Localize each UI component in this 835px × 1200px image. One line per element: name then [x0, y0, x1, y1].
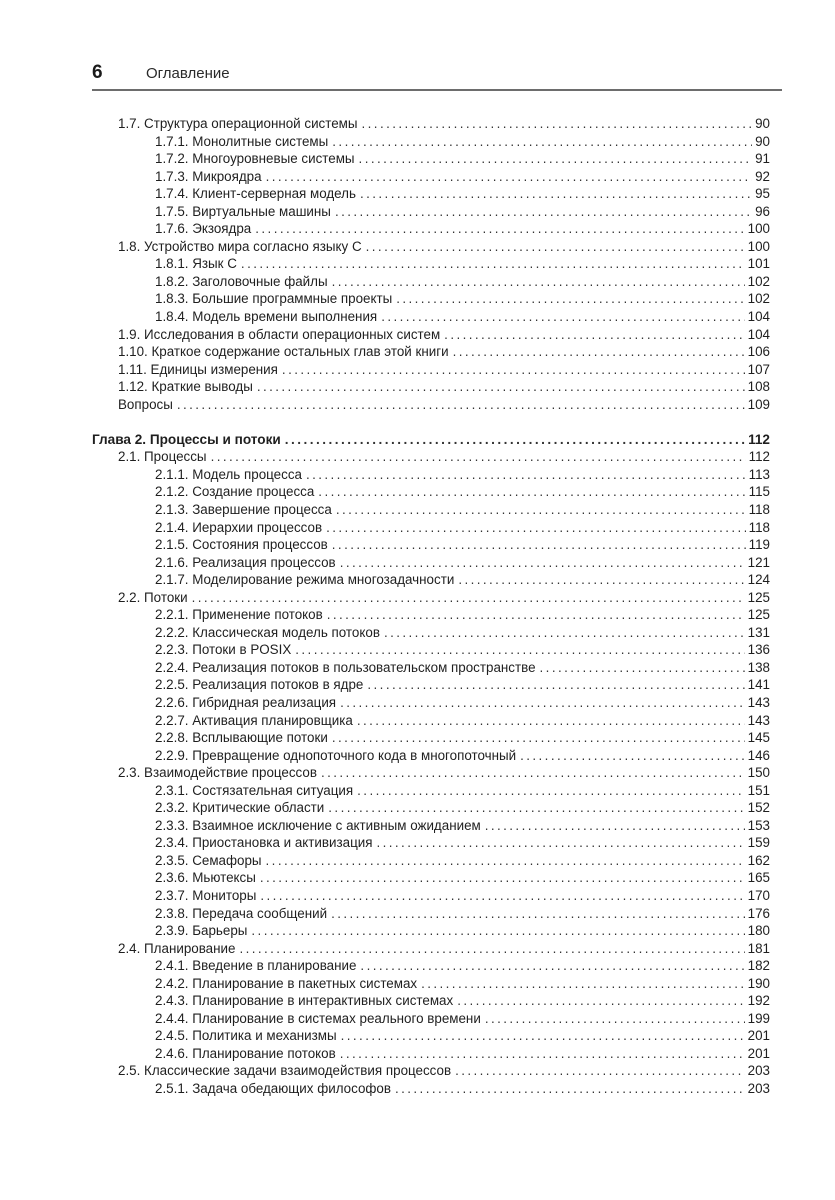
toc-subsection-entry[interactable] [118, 817, 770, 835]
toc-entry-page: 96 [755, 203, 770, 219]
toc-entry-page: 92 [755, 168, 770, 184]
toc-entry-page: 153 [747, 817, 770, 833]
toc-subsection-entry[interactable] [118, 887, 770, 905]
toc-section-entry[interactable] [118, 115, 770, 133]
leader-dots [453, 343, 745, 361]
leader-dots [455, 1062, 745, 1080]
toc-entry-title: 1.7. Структура операционной системы [118, 116, 358, 131]
toc-entry-page: 125 [747, 607, 770, 623]
toc-subsection-entry[interactable] [118, 834, 770, 852]
toc-block-chapter2 [118, 448, 770, 1097]
leader-dots [366, 238, 745, 256]
toc-entry-title: 2.1.5. Состояния процессов [155, 537, 328, 553]
toc-entry-page: 118 [748, 501, 770, 517]
toc-entry-title: 2.5. Классические задачи взаимодействия процессов [118, 1063, 452, 1079]
leader-dots [332, 729, 745, 747]
toc-entry-title: 2.1.3. Завершение процесса [155, 501, 332, 517]
leader-dots [241, 255, 745, 273]
leader-dots [457, 992, 744, 1010]
leader-dots [381, 308, 744, 326]
leader-dots [285, 431, 745, 449]
toc-section-entry[interactable] [118, 1062, 770, 1080]
toc-subsection-entry[interactable] [118, 852, 770, 870]
leader-dots [332, 133, 752, 151]
toc-entry-page: 118 [748, 519, 770, 535]
leader-dots [340, 694, 745, 712]
leader-dots [357, 712, 745, 730]
leader-dots [485, 817, 745, 835]
toc-entry-page: 165 [747, 870, 770, 886]
toc-entry-page: 104 [747, 309, 770, 325]
leader-dots [444, 326, 744, 344]
toc-entry-page: 109 [747, 396, 770, 412]
toc-subsection-entry[interactable] [118, 203, 770, 221]
toc-entry-title: 1.8.4. Модель времени выполнения [155, 309, 378, 325]
toc-section-entry[interactable] [118, 940, 770, 958]
toc-subsection-entry[interactable] [118, 483, 770, 501]
toc-subsection-entry[interactable] [118, 290, 770, 308]
toc-subsection-entry[interactable] [118, 905, 770, 923]
leader-dots [327, 606, 745, 624]
toc-subsection-entry[interactable] [118, 799, 770, 817]
toc-entry-page: 199 [747, 1010, 770, 1026]
leader-dots [340, 554, 745, 572]
toc-entry-title: 2.1.7. Моделирование режима многозадачности [155, 572, 455, 588]
leader-dots [335, 203, 752, 221]
toc-entry-title: 1.7.6. Экзоядра [155, 221, 252, 237]
toc-entry-title: 2.2.3. Потоки в POSIX [155, 642, 292, 658]
toc-entry-page: 162 [747, 852, 770, 868]
toc-entry-page: 170 [747, 888, 770, 904]
toc-entry-title: 1.7.1. Монолитные системы [155, 133, 329, 149]
leader-dots [257, 378, 745, 396]
toc-subsection-entry[interactable] [118, 554, 770, 572]
leader-dots [395, 1080, 745, 1098]
toc-entry-page: 106 [747, 344, 770, 360]
toc-entry-page: 90 [755, 116, 770, 131]
leader-dots [266, 852, 745, 870]
toc-subsection-entry[interactable] [118, 466, 770, 484]
toc-chapter-heading[interactable] [92, 431, 770, 449]
toc-entry-title: 1.7.2. Многоуровневые системы [155, 151, 355, 167]
leader-dots [177, 396, 745, 414]
toc-entry-page: 152 [747, 800, 770, 816]
toc-entry-page: 180 [747, 923, 770, 939]
toc-entry-title: 2.2.7. Активация планировщика [155, 712, 353, 728]
toc-entry-page: 146 [747, 747, 770, 763]
leader-dots [485, 1010, 745, 1028]
toc-section-entry[interactable] [118, 448, 770, 466]
toc-entry-title: 1.7.5. Виртуальные машины [155, 203, 331, 219]
toc-section-entry[interactable] [118, 326, 770, 344]
toc-subsection-entry[interactable] [118, 659, 770, 677]
toc-entry-title: 2.1.4. Иерархии процессов [155, 519, 323, 535]
toc-subsection-entry[interactable] [118, 712, 770, 730]
leader-dots [295, 641, 744, 659]
toc-entry-page: 107 [747, 361, 770, 377]
leader-dots [326, 519, 746, 537]
toc-entry-page: 203 [747, 1063, 770, 1079]
toc-subsection-entry[interactable] [118, 606, 770, 624]
toc-entry-page: 121 [747, 554, 770, 570]
toc-entry-title: 1.8.3. Большие программные проекты [155, 291, 393, 307]
toc-entry-title: 2.3.6. Мьютексы [155, 870, 256, 886]
toc-subsection-entry[interactable] [118, 308, 770, 326]
toc-entry-page: 138 [747, 659, 770, 675]
toc-section-entry[interactable] [118, 396, 770, 414]
toc-entry-page: 131 [747, 624, 770, 640]
toc-entry-page: 100 [747, 238, 770, 254]
toc-entry-title: 1.8.2. Заголовочные файлы [155, 273, 328, 289]
toc-entry-title: 2.4.4. Планирование в системах реального времени [155, 1010, 481, 1026]
table-of-contents [92, 115, 770, 1098]
leader-dots [328, 799, 744, 817]
leader-dots [384, 624, 745, 642]
toc-subsection-entry[interactable] [118, 957, 770, 975]
toc-entry-page: 203 [747, 1081, 770, 1097]
toc-subsection-entry[interactable] [118, 168, 770, 186]
leader-dots [266, 168, 753, 186]
toc-entry-page: 181 [747, 940, 770, 956]
leader-dots [192, 589, 745, 607]
toc-entry-title: Глава 2. Процессы и потоки [92, 431, 281, 447]
toc-entry-title: 2.4.1. Введение в планирование [155, 958, 357, 974]
toc-entry-title: 2.4. Планирование [118, 940, 236, 956]
toc-subsection-entry[interactable] [118, 571, 770, 589]
toc-entry-title: Вопросы [118, 396, 173, 412]
leader-dots [362, 115, 753, 133]
toc-entry-title: 2.3. Взаимодействие процессов [118, 765, 317, 781]
toc-entry-title: 2.2.8. Всплывающие потоки [155, 730, 328, 746]
toc-entry-page: 100 [747, 221, 770, 237]
leader-dots [359, 150, 753, 168]
leader-dots [332, 273, 745, 291]
toc-entry-page: 101 [747, 256, 770, 272]
toc-subsection-entry[interactable] [118, 869, 770, 887]
toc-entry-title: 2.2.9. Превращение однопоточного кода в многопоточный [155, 747, 517, 763]
toc-entry-title: 2.3.8. Передача сообщений [155, 905, 328, 921]
leader-dots [318, 483, 745, 501]
leader-dots [211, 448, 746, 466]
toc-entry-title: 2.1.6. Реализация процессов [155, 554, 336, 570]
toc-entry-page: 182 [747, 958, 770, 974]
toc-entry-page: 115 [748, 484, 770, 500]
toc-entry-title: 1.11. Единицы измерения [118, 361, 278, 377]
toc-entry-page: 112 [748, 431, 770, 447]
toc-entry-title: 2.2. Потоки [118, 589, 188, 605]
toc-entry-title: 1.7.3. Микроядра [155, 168, 262, 184]
toc-entry-title: 2.4.6. Планирование потоков [155, 1045, 336, 1061]
toc-entry-title: 2.2.4. Реализация потоков в пользовательском пространстве [155, 659, 536, 675]
toc-entry-page: 102 [747, 273, 770, 289]
toc-subsection-entry[interactable] [118, 1080, 770, 1098]
toc-subsection-entry[interactable] [118, 185, 770, 203]
toc-subsection-entry[interactable] [118, 220, 770, 238]
leader-dots [255, 220, 744, 238]
toc-entry-title: 1.8.1. Язык C [155, 256, 237, 272]
toc-entry-page: 145 [747, 730, 770, 746]
toc-entry-title: 2.3.4. Приостановка и активизация [155, 835, 373, 851]
toc-subsection-entry[interactable] [118, 133, 770, 151]
leader-dots [321, 764, 745, 782]
leader-dots [458, 571, 744, 589]
leader-dots [367, 676, 744, 694]
leader-dots [360, 185, 752, 203]
leader-dots [341, 1027, 745, 1045]
toc-block-chapter1 [118, 115, 770, 413]
toc-entry-title: 2.2.5. Реализация потоков в ядре [155, 677, 364, 693]
toc-entry-title: 2.3.9. Барьеры [155, 923, 248, 939]
toc-subsection-entry[interactable] [118, 922, 770, 940]
toc-entry-page: 119 [748, 537, 770, 553]
toc-entry-title: 2.3.5. Семафоры [155, 852, 262, 868]
toc-entry-title: 2.5.1. Задача обедающих философов [155, 1081, 391, 1097]
leader-dots [520, 747, 745, 765]
toc-subsection-entry[interactable] [118, 255, 770, 273]
toc-section-entry[interactable] [118, 589, 770, 607]
toc-entry-page: 151 [747, 782, 770, 798]
toc-section-entry[interactable] [118, 238, 770, 256]
toc-entry-page: 192 [747, 993, 770, 1009]
toc-entry-title: 2.1. Процессы [118, 449, 207, 465]
toc-entry-title: 2.3.7. Мониторы [155, 888, 257, 904]
toc-subsection-entry[interactable] [118, 747, 770, 765]
leader-dots [331, 905, 745, 923]
toc-entry-title: 2.1.2. Создание процесса [155, 484, 315, 500]
leader-dots [282, 361, 745, 379]
toc-subsection-entry[interactable] [118, 1010, 770, 1028]
toc-subsection-entry[interactable] [118, 150, 770, 168]
toc-entry-title: 1.9. Исследования в области операционных систем [118, 326, 441, 342]
leader-dots [357, 782, 745, 800]
toc-entry-title: 2.4.5. Политика и механизмы [155, 1028, 337, 1044]
toc-subsection-entry[interactable] [118, 501, 770, 519]
toc-entry-title: 2.2.2. Классическая модель потоков [155, 624, 380, 640]
toc-entry-page: 150 [747, 765, 770, 781]
leader-dots [340, 1045, 745, 1063]
toc-entry-page: 113 [748, 466, 770, 482]
toc-section-entry[interactable] [118, 378, 770, 396]
toc-entry-title: 2.4.2. Планирование в пакетных системах [155, 975, 418, 991]
toc-entry-page: 102 [747, 291, 770, 307]
toc-subsection-entry[interactable] [118, 519, 770, 537]
toc-entry-page: 190 [747, 975, 770, 991]
toc-entry-title: 1.10. Краткое содержание остальных глав этой книги [118, 344, 449, 360]
toc-subsection-entry[interactable] [118, 1045, 770, 1063]
toc-entry-page: 104 [747, 326, 770, 342]
toc-entry-page: 136 [747, 642, 770, 658]
toc-section-entry[interactable] [118, 361, 770, 379]
toc-entry-title: 1.7.4. Клиент-серверная модель [155, 186, 356, 202]
leader-dots [239, 940, 744, 958]
page-header [92, 62, 782, 90]
toc-entry-title: 2.3.1. Состязательная ситуация [155, 782, 354, 798]
toc-entry-page: 95 [755, 186, 770, 202]
leader-dots [540, 659, 745, 677]
toc-entry-page: 90 [755, 133, 770, 149]
toc-section-entry[interactable] [118, 343, 770, 361]
leader-dots [251, 922, 744, 940]
toc-subsection-entry[interactable] [118, 694, 770, 712]
leader-dots [306, 466, 746, 484]
toc-entry-page: 201 [747, 1028, 770, 1044]
toc-entry-page: 112 [748, 449, 770, 465]
leader-dots [376, 834, 744, 852]
toc-subsection-entry[interactable] [118, 624, 770, 642]
toc-entry-page: 124 [747, 572, 770, 588]
toc-entry-title: 2.2.1. Применение потоков [155, 607, 323, 623]
toc-entry-page: 141 [747, 677, 770, 693]
toc-entry-page: 108 [747, 379, 770, 395]
leader-dots [421, 975, 745, 993]
leader-dots [396, 290, 744, 308]
leader-dots [332, 536, 746, 554]
toc-entry-title: 1.12. Краткие выводы [118, 379, 253, 395]
toc-entry-title: 1.8. Устройство мира согласно языку C [118, 238, 362, 254]
toc-subsection-entry[interactable] [118, 536, 770, 554]
leader-dots [336, 501, 746, 519]
toc-entry-page: 176 [747, 905, 770, 921]
page-number: 6 [92, 62, 103, 83]
toc-subsection-entry[interactable] [118, 676, 770, 694]
leader-dots [260, 869, 745, 887]
spacer [118, 413, 770, 431]
leader-dots [260, 887, 744, 905]
leader-dots [360, 957, 744, 975]
toc-entry-title: 2.2.6. Гибридная реализация [155, 695, 337, 710]
toc-entry-title: 2.3.3. Взаимное исключение с активным ожиданием [155, 817, 481, 833]
toc-entry-page: 125 [747, 589, 770, 605]
toc-subsection-entry[interactable] [118, 975, 770, 993]
toc-entry-title: 2.1.1. Модель процесса [155, 466, 302, 482]
toc-entry-page: 159 [747, 835, 770, 851]
toc-entry-page: 201 [747, 1045, 770, 1061]
toc-entry-page: 143 [747, 695, 770, 710]
toc-section-entry[interactable] [118, 764, 770, 782]
toc-subsection-entry[interactable] [118, 782, 770, 800]
toc-subsection-entry[interactable] [118, 1027, 770, 1045]
toc-subsection-entry[interactable] [118, 992, 770, 1010]
toc-entry-title: 2.3.2. Критические области [155, 800, 325, 816]
toc-entry-page: 91 [755, 151, 770, 167]
toc-subsection-entry[interactable] [118, 641, 770, 659]
toc-entry-page: 143 [747, 712, 770, 728]
toc-entry-title: 2.4.3. Планирование в интерактивных системах [155, 993, 454, 1009]
running-title: Оглавление [146, 65, 230, 82]
toc-subsection-entry[interactable] [118, 729, 770, 747]
toc-subsection-entry[interactable] [118, 273, 770, 291]
header-rule [92, 89, 782, 91]
